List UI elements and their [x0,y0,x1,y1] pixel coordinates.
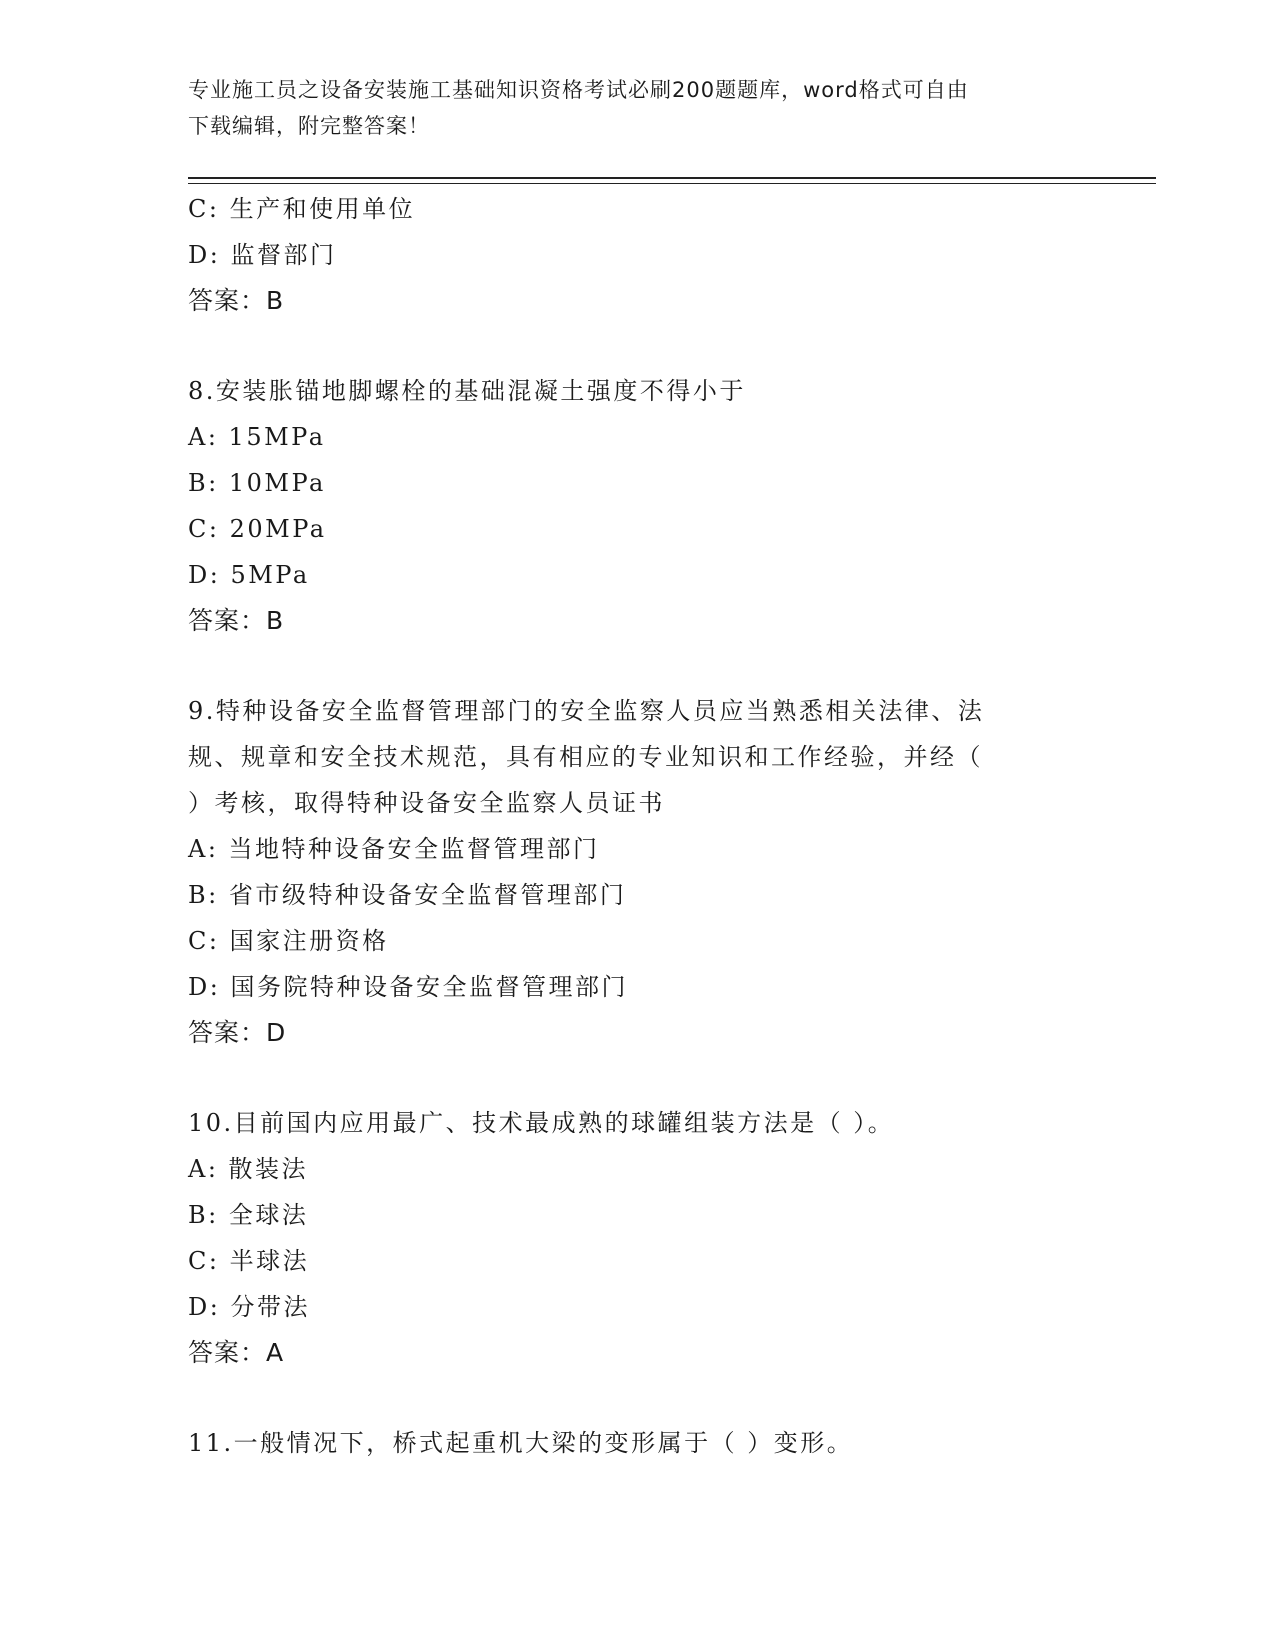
option-c: C: 半球法 [188,1247,310,1275]
question-stem [188,688,1068,826]
question-7-tail [188,186,1068,324]
option-a: A: 当地特种设备安全监督管理部门 [188,835,600,863]
question-stem: 8.安装胀锚地脚螺栓的基础混凝土强度不得小于 [188,377,746,405]
header-rule-thin [188,183,1156,184]
stem-line: 规、规章和安全技术规范，具有相应的专业知识和工作经验，并经（ [188,743,983,771]
stem-line: ）考核，取得特种设备安全监察人员证书 [188,789,665,817]
question-9 [188,688,1068,1056]
option-c: C: 国家注册资格 [188,927,389,955]
option-d: D: 分带法 [188,1293,310,1321]
spacer [188,1056,1068,1100]
option-a: A: 15MPa [188,423,326,451]
header-rule-thick [188,177,1156,179]
option-c: C: 20MPa [188,515,327,543]
question-10 [188,1100,1068,1376]
spacer [188,644,1068,688]
option-b: B: 全球法 [188,1201,309,1229]
document-header [188,72,1068,144]
header-line-2: 下载编辑，附完整答案！ [188,114,430,138]
question-list [188,186,1068,1466]
answer-line: 答案：A [188,1338,285,1367]
option-b: B: 省市级特种设备安全监督管理部门 [188,881,627,909]
answer-line: 答案：B [188,286,285,315]
option-d: D: 5MPa [188,561,310,589]
answer-line: 答案：B [188,606,285,635]
answer-line: 答案：D [188,1018,287,1047]
spacer [188,1376,1068,1420]
option-d: D: 国务院特种设备安全监督管理部门 [188,973,628,1001]
option-d: D: 监督部门 [188,241,337,269]
question-8 [188,368,1068,644]
question-11 [188,1420,1068,1466]
question-stem: 10.目前国内应用最广、技术最成熟的球罐组装方法是（ ）。 [188,1109,895,1137]
stem-line: 9.特种设备安全监督管理部门的安全监察人员应当熟悉相关法律、法 [188,697,985,725]
option-c: C: 生产和使用单位 [188,195,416,223]
option-b: B: 10MPa [188,469,326,497]
header-line-1: 专业施工员之设备安装施工基础知识资格考试必刷200题题库，word格式可自由 [188,78,969,102]
spacer [188,324,1068,368]
question-stem: 11.一般情况下，桥式起重机大梁的变形属于（ ）变形。 [188,1429,854,1457]
option-a: A: 散装法 [188,1155,309,1183]
